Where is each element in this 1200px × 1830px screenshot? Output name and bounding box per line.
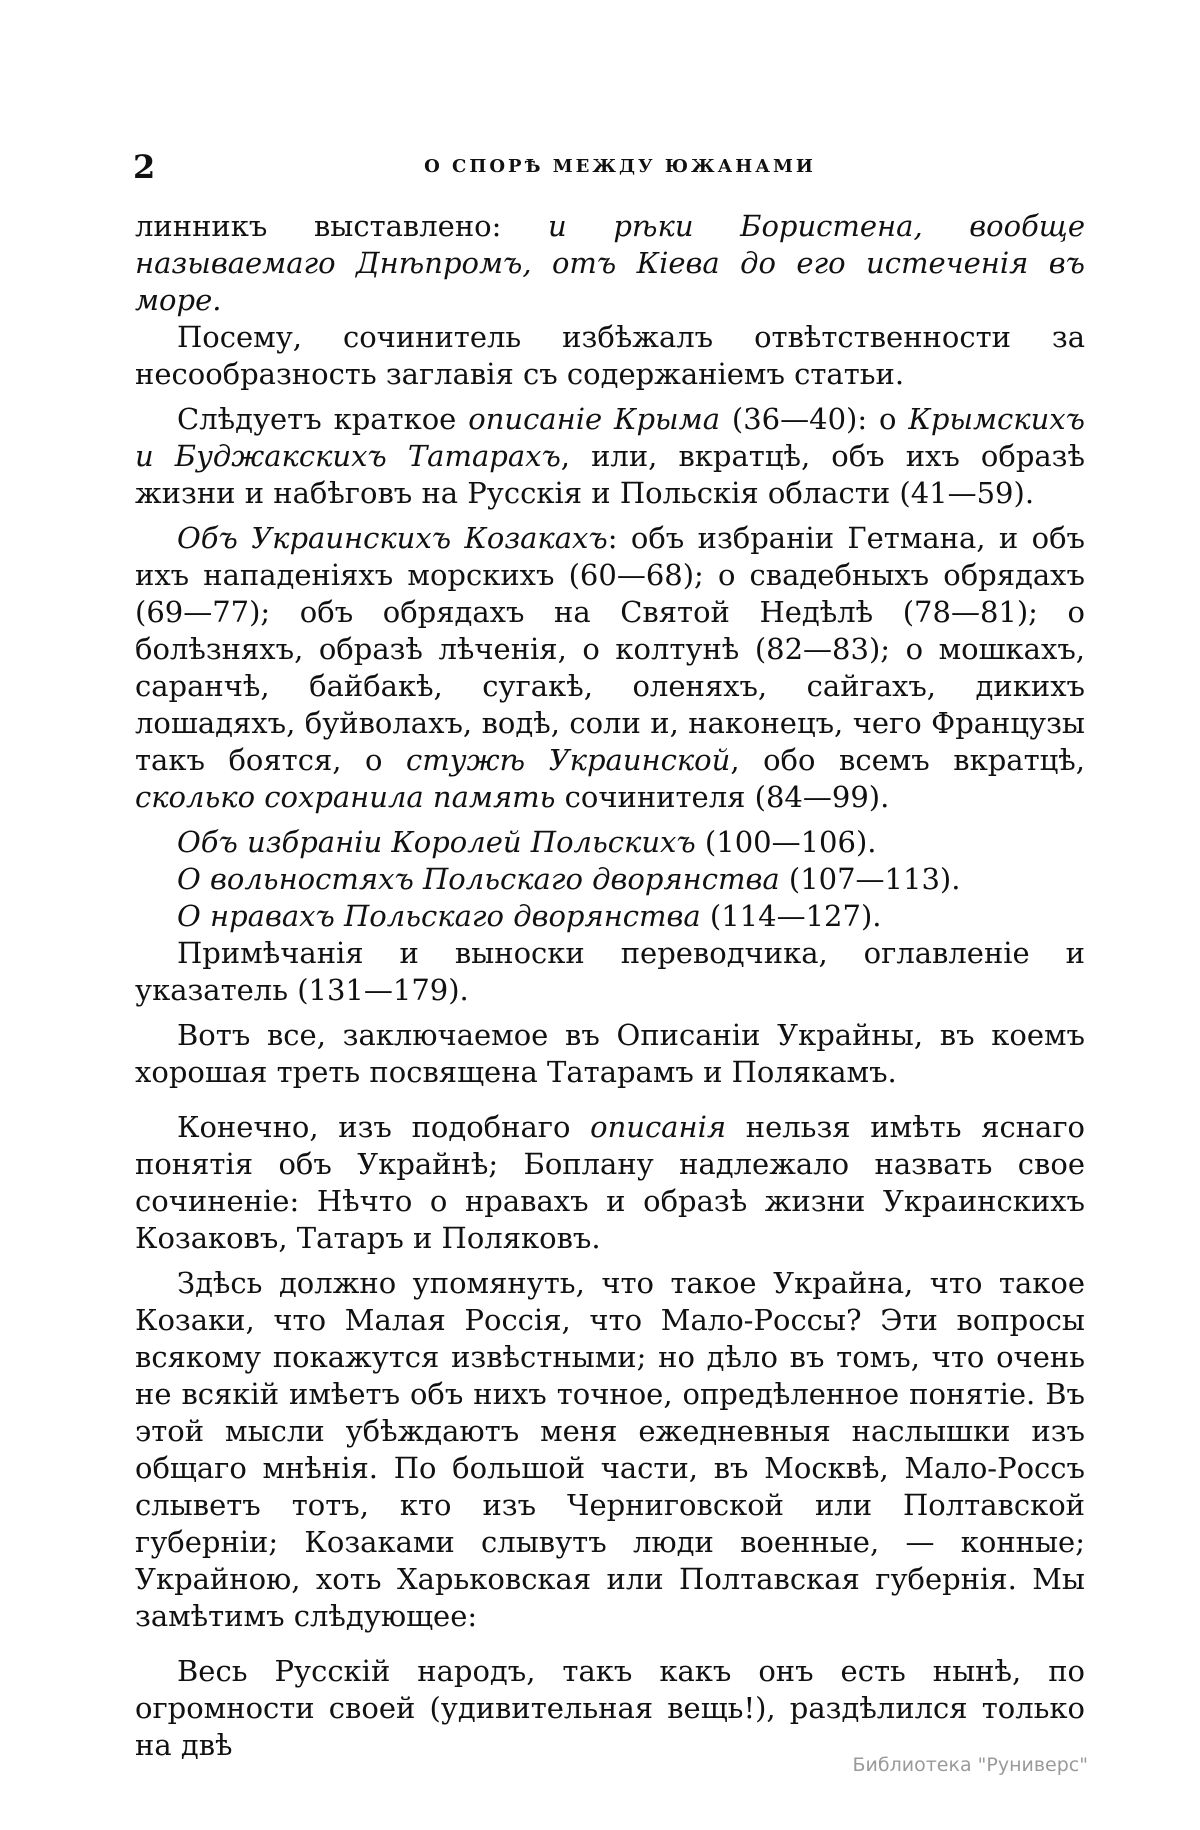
p3-a: Слѣдуетъ краткое (177, 402, 469, 436)
p4-f: сочинителя (84—99). (555, 780, 890, 814)
p7-a: О нравахъ Польскаго дворянства (177, 899, 701, 933)
paragraph-5 (135, 824, 1085, 861)
p7-b: (114—127). (700, 899, 882, 933)
paragraph-4 (135, 520, 1085, 816)
library-watermark: Библиотека "Руниверс" (852, 1754, 1088, 1776)
p10-a: Конечно, изъ подобнаго (177, 1110, 591, 1144)
paragraph-1 (135, 208, 1085, 319)
p5-a: Объ избраніи Королей Польскихъ (177, 825, 696, 859)
p3-b: описаніе Крыма (468, 402, 720, 436)
p10-b: описанія (590, 1110, 727, 1144)
p4-a: Объ Украинскихъ Козакахъ (177, 521, 608, 555)
p4-c: стужѣ Украинской (406, 743, 731, 777)
paragraph-8: Примѣчанія и выноски переводчика, оглавленіе и указатель (131—179). (135, 936, 1085, 1007)
paragraph-7 (135, 898, 1085, 935)
body-text (135, 208, 1085, 1764)
p5-b: (100—106). (695, 825, 877, 859)
p4-b: : объ избраніи Гетмана, и объ ихъ нападеніяхъ морскихъ (60—68); о свадебныхъ обрядахъ (69—77); объ обрядахъ на Святой Недѣлѣ (78—81); о болѣзняхъ, образѣ лѣченія, о колтунѣ (82—83); о мошкахъ, саранчѣ, байбакѣ, сугакѣ, оленяхъ, сайгахъ, дикихъ лошадяхъ, буйволахъ, водѣ, соли и, наконецъ, чего Французы такъ боятся, о (135, 521, 1085, 777)
page-number: 2 (133, 148, 156, 186)
p3-c: (36—40): о (720, 402, 909, 436)
p4-d: , обо всемъ вкратцѣ, (730, 743, 1085, 777)
paragraph-2: Посему, сочинитель избѣжалъ отвѣтственности за несообразность заглавія съ содержаніемъ статьи. (135, 320, 1085, 391)
paragraph-3 (135, 401, 1085, 512)
p6-b: (107—113). (779, 862, 961, 896)
p6-a: О вольностяхъ Польскаго дворянства (177, 862, 780, 896)
p3-d: Крымскихъ и Буджакскихъ Татарахъ (135, 402, 1085, 473)
paragraph-10 (135, 1109, 1085, 1257)
p1-italic: и рѣки Бористена, вообще называемаго Днѣпромъ, отъ Кіева до его истеченія въ море. (135, 209, 1085, 317)
p3-e: , или, вкратцѣ, объ ихъ образѣ жизни и набѣговъ на Русскія и Польскія области (41—59). (135, 439, 1085, 510)
p4-e: сколько сохранила память (135, 780, 556, 814)
running-title: О СПОРѢ МЕЖДУ ЮЖАНАМИ (424, 156, 816, 177)
p1-text: линникъ выставлено: (135, 209, 549, 243)
paragraph-12: Весь Русскій народъ, такъ какъ онъ есть нынѣ, по огромности своей (удивительная вещь!), раздѣлился только на двѣ (135, 1654, 1085, 1762)
paragraph-11: Здѣсь должно упомянуть, что такое Украйна, что такое Козаки, что Малая Россія, что Мало-Россы? Эти вопросы всякому покажутся извѣстными; но дѣло въ томъ, что очень не всякій имѣетъ объ нихъ точное, опредѣленное понятіе. Въ этой мысли убѣждаютъ меня ежедневныя наслышки изъ общаго мнѣнія. По большой части, въ Москвѣ, Мало-Россъ слыветъ тотъ, кто изъ Черниговской или Полтавской губерніи; Козаками слывутъ люди военные, — конные; Украйною, хоть Харьковская или Полтавская губернія. Мы замѣтимъ слѣдующее: (135, 1266, 1085, 1633)
paragraph-9: Вотъ все, заключаемое въ Описаніи Украйны, въ коемъ хорошая треть посвящена Татарамъ и Полякамъ. (135, 1018, 1085, 1089)
paragraph-6 (135, 861, 1085, 898)
p10-c: нельзя имѣть яснаго понятія объ Украйнѣ; Боплану надлежало назвать свое сочиненіе: Нѣчто о нравахъ и образѣ жизни Украинскихъ Козаковъ, Татаръ и Поляковъ. (135, 1110, 1085, 1255)
